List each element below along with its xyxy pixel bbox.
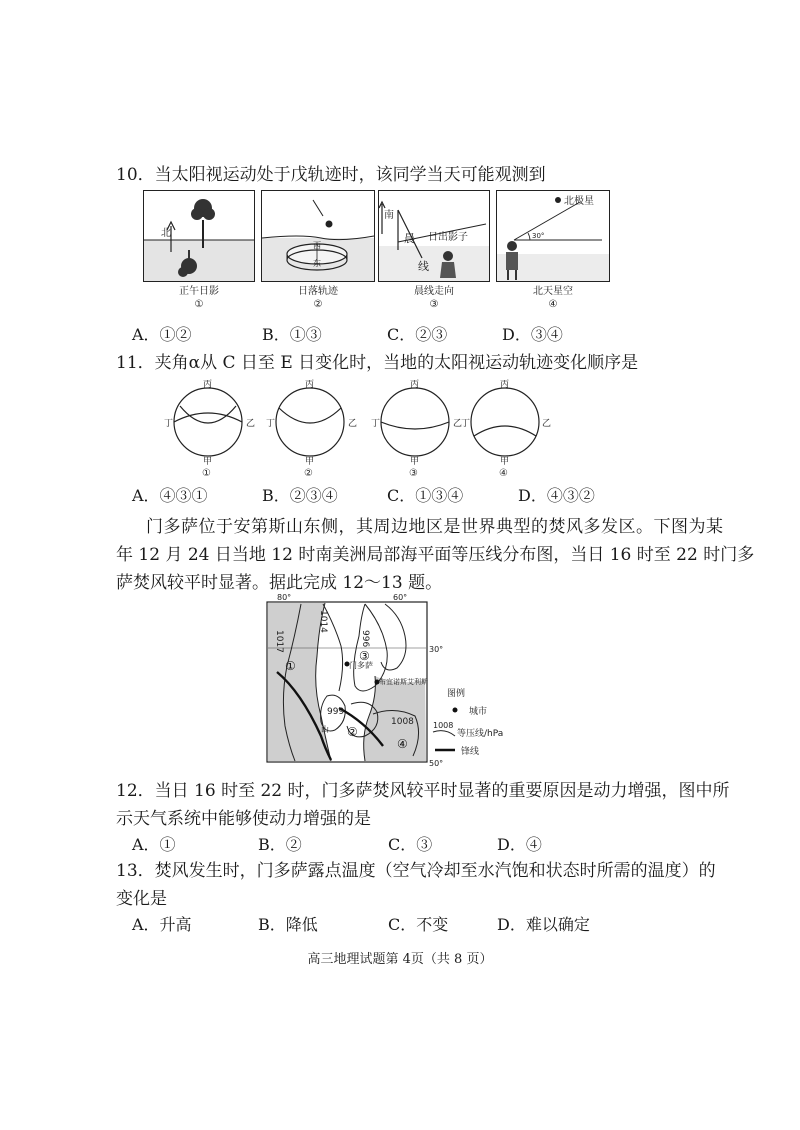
q11-circle-1 — [164, 379, 255, 479]
q11-c1-num: ① — [202, 468, 211, 479]
legend-title: 图例 — [447, 689, 466, 699]
q10-panel1-caption — [143, 285, 255, 311]
q11-circle-2 — [266, 379, 357, 479]
page-footer: 高三地理试题第 4页（共 8 页） — [307, 952, 493, 967]
q10-stem: 10．当太阳视运动处于戊轨迹时，该同学当天可能观测到 — [116, 165, 546, 185]
q11-c4-right: 乙 — [542, 419, 552, 429]
lat-30-label: 30° — [429, 645, 444, 654]
q11-c2-bottom: 甲 — [305, 457, 315, 467]
q10-panel1-num: ① — [194, 299, 204, 310]
q12-option-c[interactable]: C．③ — [388, 835, 433, 854]
q11-circle-3 — [371, 379, 462, 479]
q11-circle-4 — [461, 379, 551, 479]
q10-option-c[interactable]: C．②③ — [387, 325, 448, 344]
angle-label: 30° — [532, 232, 545, 240]
q10-panel-noon-shadow — [143, 190, 255, 282]
q11-c4-num: ④ — [499, 468, 508, 479]
q10-panel3-caption — [378, 285, 490, 311]
q11-option-d[interactable]: D．④③② — [518, 486, 595, 505]
polaris-label: 北极星 — [564, 196, 594, 207]
q10-panel4-num: ④ — [548, 299, 558, 310]
marker-1: ① — [285, 659, 296, 673]
legend-front: 锋线 — [461, 747, 480, 757]
q11-stem: 11．夹角α从 C 日至 E 日变化时，当地的太阳视运动轨迹变化顺序是 — [116, 353, 639, 373]
dawn-char-2: 线 — [418, 260, 429, 273]
map-legend — [433, 687, 503, 757]
q10-panel-dawn-line — [378, 190, 490, 282]
q10-option-d[interactable]: D．③④ — [502, 325, 563, 344]
marker-2: ② — [347, 725, 358, 739]
q10-panel3-num: ③ — [429, 299, 439, 310]
q13-option-d[interactable]: D．难以确定 — [497, 915, 590, 934]
q10-option-a[interactable]: A．①② — [132, 325, 192, 344]
legend-isobar-value: 1008 — [433, 721, 454, 730]
isobar-1008: 1008 — [391, 717, 414, 727]
intro-line-3: 萨焚风较平时显著。据此完成 12～13 题。 — [116, 573, 443, 593]
q10-panel2-title: 日落轨迹 — [298, 286, 338, 297]
lat-50-label: 50° — [429, 759, 444, 768]
q10-panel4-caption — [496, 285, 610, 311]
q11-c4-left: 丁 — [461, 419, 471, 429]
isobar-1014: 1014 — [318, 610, 328, 633]
isobar-weather-map — [265, 593, 535, 768]
mendoza-label: 门多萨 — [349, 661, 373, 670]
q13-option-a[interactable]: A．升高 — [132, 915, 192, 934]
q11-c2-right: 乙 — [348, 419, 358, 429]
q11-c3-right: 乙 — [453, 419, 463, 429]
q12-line-2: 示天气系统中能够使动力增强的是 — [116, 809, 371, 829]
dawn-char-1: 晨 — [404, 232, 415, 245]
q11-c1-bottom: 甲 — [203, 457, 213, 467]
q10-panel2-num: ② — [313, 299, 323, 310]
q12-option-b[interactable]: B．② — [258, 835, 302, 854]
q11-c2-left: 丁 — [266, 419, 276, 429]
q12-line-1: 12．当日 16 时至 22 时，门多萨焚风较平时显著的重要原因是动力增强，图中所 — [116, 781, 730, 801]
q10-panel-north-sky — [496, 190, 610, 282]
q11-c3-left: 丁 — [371, 419, 381, 429]
q10-panel3-title: 晨线走向 — [414, 286, 454, 297]
q10-option-b[interactable]: B．①③ — [262, 325, 322, 344]
west-label: 西 — [313, 241, 321, 250]
q10-panel2-caption — [261, 285, 375, 311]
q11-option-a[interactable]: A．④③① — [132, 486, 208, 505]
q11-c3-num: ③ — [409, 468, 418, 479]
marker-4: ④ — [397, 737, 408, 751]
legend-city: 城市 — [469, 707, 488, 717]
q11-c3-bottom: 甲 — [410, 457, 420, 467]
sunrise-shadow-label: 日出影子 — [428, 232, 468, 243]
q11-c2-num: ② — [304, 468, 313, 479]
isobar-999: 999 — [327, 707, 345, 717]
q12-option-a[interactable]: A．① — [132, 835, 176, 854]
q11-c1-left: 丁 — [164, 419, 174, 429]
q12-option-d[interactable]: D．④ — [497, 835, 542, 854]
q10-panel-sunset-path — [261, 190, 375, 282]
marker-3: ③ — [359, 649, 370, 663]
isobar-1017: 1017 — [274, 630, 284, 653]
q11-c1-right: 乙 — [246, 419, 256, 429]
q11-option-c[interactable]: C．①③④ — [387, 486, 464, 505]
q13-option-b[interactable]: B．降低 — [258, 915, 318, 934]
mountain-label: 山 — [321, 725, 329, 734]
q13-option-c[interactable]: C．不变 — [388, 915, 449, 934]
lon-80-label: 80° — [277, 593, 292, 602]
north-label: 北 — [161, 228, 171, 239]
q13-line-1: 13．焚风发生时，门多萨露点温度（空气冷却至水汽饱和状态时所需的温度）的 — [116, 861, 716, 881]
q11-option-b[interactable]: B．②③④ — [262, 486, 338, 505]
q10-panel4-title: 北天星空 — [533, 286, 573, 297]
lon-60-label: 60° — [393, 593, 408, 602]
q11-c4-top: 丙 — [500, 380, 510, 390]
buenos-aires-label: 布宜诺斯艾利斯 — [379, 678, 428, 686]
south-label: 南 — [384, 210, 394, 221]
q13-line-2: 变化是 — [116, 889, 167, 909]
q11-sun-path-diagrams — [164, 378, 560, 479]
isobar-996: 996 — [360, 630, 370, 648]
intro-line-1: 门多萨位于安第斯山东侧，其周边地区是世界典型的焚风多发区。下图为某 — [146, 517, 724, 537]
q11-c3-top: 丙 — [410, 380, 420, 390]
q11-c1-top: 丙 — [203, 380, 213, 390]
q11-c2-top: 丙 — [305, 380, 315, 390]
q11-c4-bottom: 甲 — [500, 457, 510, 467]
intro-line-2: 年 12 月 24 日当地 12 时南美洲局部海平面等压线分布图，当日 16 时至 22 时门多 — [116, 545, 755, 565]
q10-panel1-title: 正午日影 — [179, 286, 219, 297]
east-label: 东 — [313, 259, 321, 268]
legend-isobar: 等压线/hPa — [457, 729, 504, 739]
